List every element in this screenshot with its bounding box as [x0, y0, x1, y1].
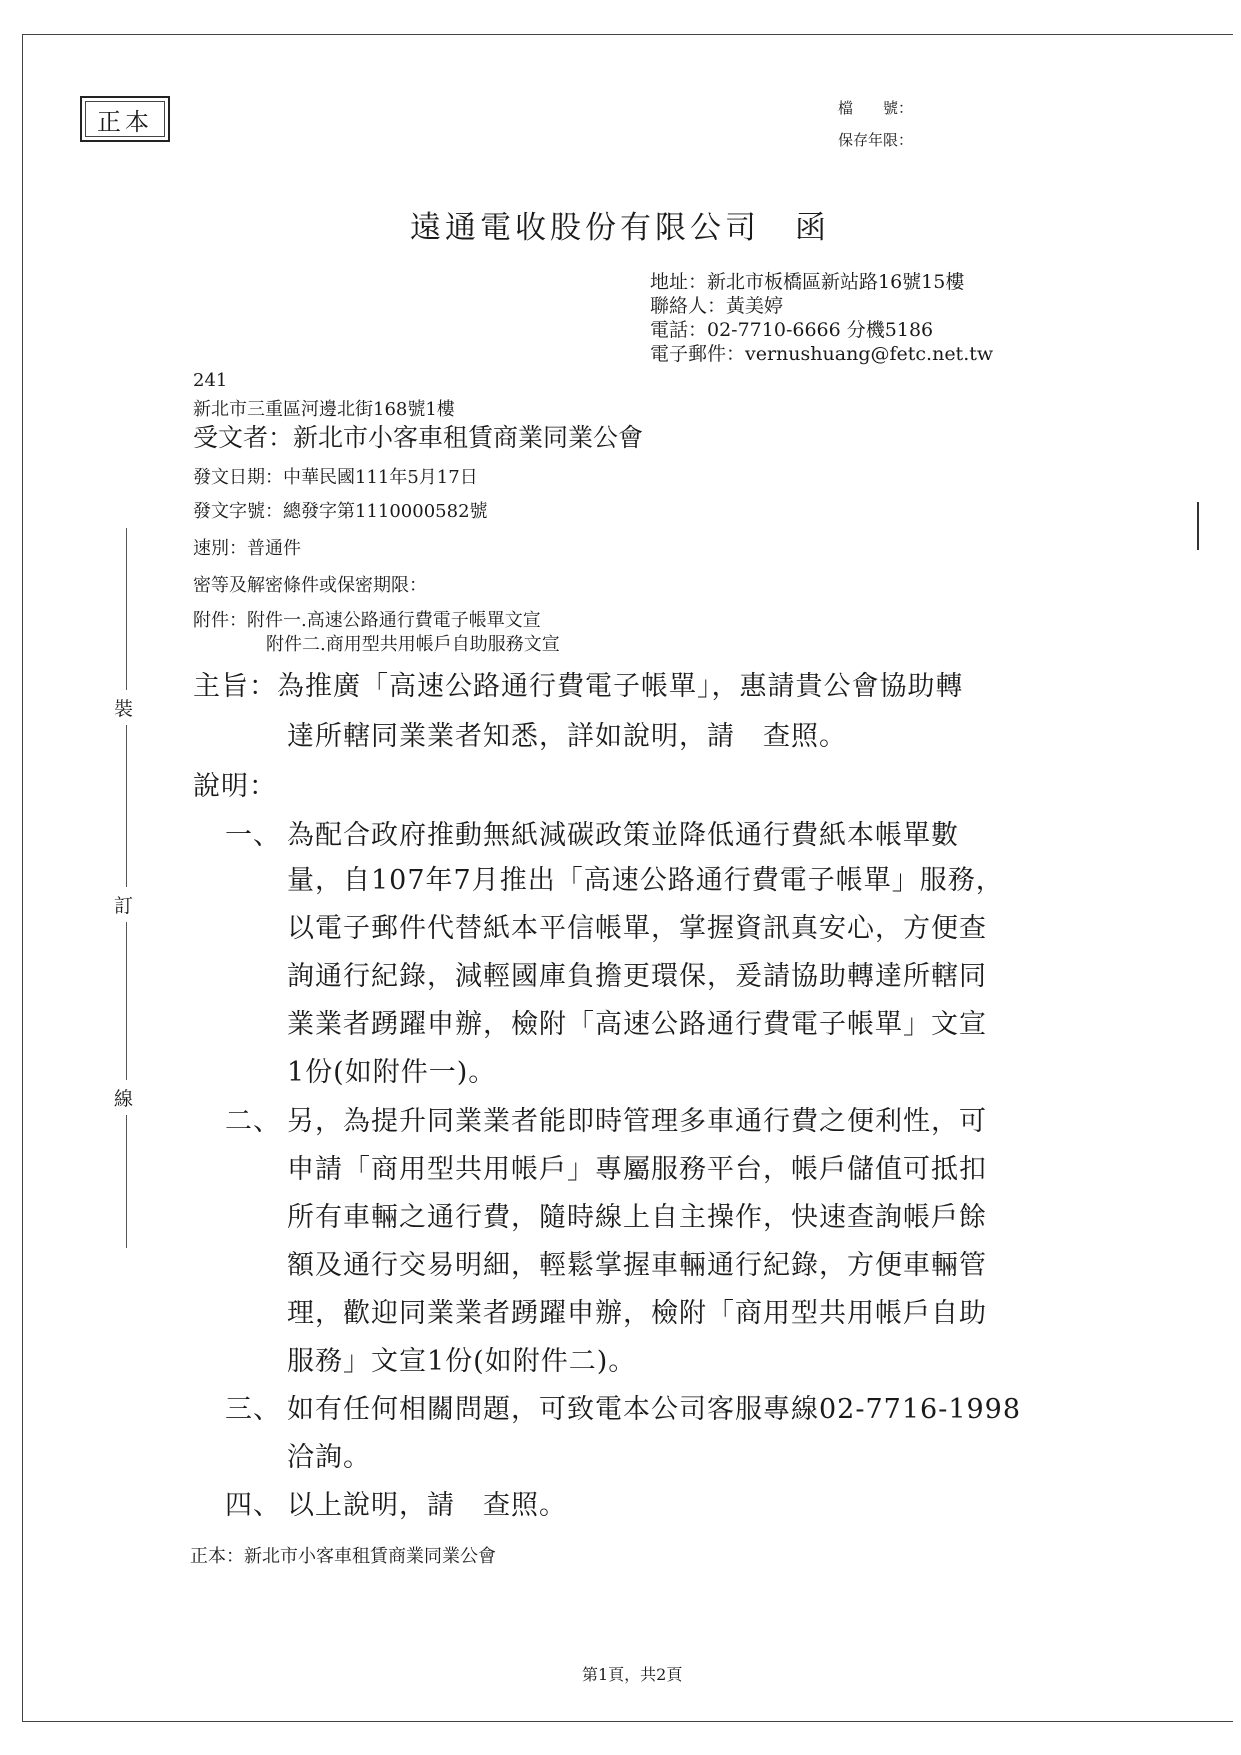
attachment-1: 附件：附件一.高速公路通行費電子帳單文宣 — [193, 610, 541, 631]
item-2-line: 另，為提升同業業者能即時管理多車通行費之便利性，可 — [287, 1106, 987, 1137]
recipient-name: 受文者：新北市小客車租賃商業同業公會 — [193, 423, 644, 452]
recipient-address: 新北市三重區河邊北街168號1樓 — [193, 399, 455, 420]
document-title: 遠通電收股份有限公司 函 — [410, 210, 830, 246]
scan-edge-mark — [1197, 502, 1199, 550]
item-1-number: 一、 — [225, 820, 281, 851]
page-number: 第1頁，共2頁 — [582, 1665, 683, 1684]
item-1-line: 1份(如附件一)。 — [287, 1057, 497, 1088]
item-3-number: 三、 — [225, 1394, 281, 1425]
security-level: 密等及解密條件或保密期限： — [193, 575, 427, 596]
binding-mark-xian: 線 — [114, 1080, 133, 1115]
recipient-postal-code: 241 — [193, 370, 228, 391]
item-2-line: 申請「商用型共用帳戶」專屬服務平台，帳戶儲值可抵扣 — [287, 1154, 987, 1185]
document-number: 發文字號：總發字第1110000582號 — [193, 501, 488, 522]
item-2-line: 額及通行交易明細，輕鬆掌握車輛通行紀錄，方便車輛管 — [287, 1250, 987, 1281]
item-3-line: 如有任何相關問題，可致電本公司客服專線02-7716-1998 — [287, 1394, 1022, 1425]
binding-mark-zhuang: 裝 — [114, 690, 133, 725]
item-4-number: 四、 — [225, 1490, 281, 1521]
sender-contact-person: 聯絡人：黃美婷 — [650, 295, 784, 317]
attachment-2: 附件二.商用型共用帳戶自助服務文宣 — [266, 634, 560, 655]
item-3-line: 洽詢。 — [287, 1442, 371, 1473]
item-2-line: 所有車輛之通行費，隨時線上自主操作，快速查詢帳戶餘 — [287, 1202, 987, 1233]
item-1-line: 量，自107年7月推出「高速公路通行費電子帳單」服務， — [287, 865, 1004, 896]
delivery-speed: 速別：普通件 — [193, 538, 301, 559]
copy-to: 正本：新北市小客車租賃商業同業公會 — [190, 1546, 496, 1567]
item-2-line: 服務」文宣1份(如附件二)。 — [287, 1346, 637, 1377]
sender-email: 電子郵件：vernushuang@fetc.net.tw — [650, 343, 994, 365]
item-1-line: 業業者踴躍申辦，檢附「高速公路通行費電子帳單」文宣 — [287, 1009, 987, 1040]
item-1-line: 詢通行紀錄，減輕國庫負擔更環保，爰請協助轉達所轄同 — [287, 961, 987, 992]
item-2-number: 二、 — [225, 1106, 281, 1137]
item-2-line: 理，歡迎同業業者踴躍申辦，檢附「商用型共用帳戶自助 — [287, 1298, 987, 1329]
subject-line-1: 主旨：為推廣「高速公路通行費電子帳單」，惠請貴公會協助轉 — [193, 671, 964, 702]
item-4-line: 以上說明，請 查照。 — [287, 1490, 567, 1521]
file-number-label: 檔 號： — [838, 99, 914, 117]
subject-line-2: 達所轄同業業者知悉，詳如說明，請 查照。 — [287, 721, 847, 752]
item-1-line: 為配合政府推動無紙減碳政策並降低通行費紙本帳單數 — [287, 820, 959, 851]
sender-address: 地址：新北市板橋區新站路16號15樓 — [650, 271, 965, 293]
original-copy-stamp — [80, 96, 170, 142]
sender-phone: 電話：02-7710-6666 分機5186 — [650, 319, 934, 341]
stamp-text: 正本 — [97, 107, 153, 136]
item-1-line: 以電子郵件代替紙本平信帳單，掌握資訊真安心，方便查 — [287, 913, 987, 944]
explanation-label: 說明： — [193, 771, 277, 802]
issue-date: 發文日期：中華民國111年5月17日 — [193, 467, 478, 488]
binding-mark-ding: 訂 — [114, 887, 133, 922]
retention-label: 保存年限： — [838, 131, 914, 149]
